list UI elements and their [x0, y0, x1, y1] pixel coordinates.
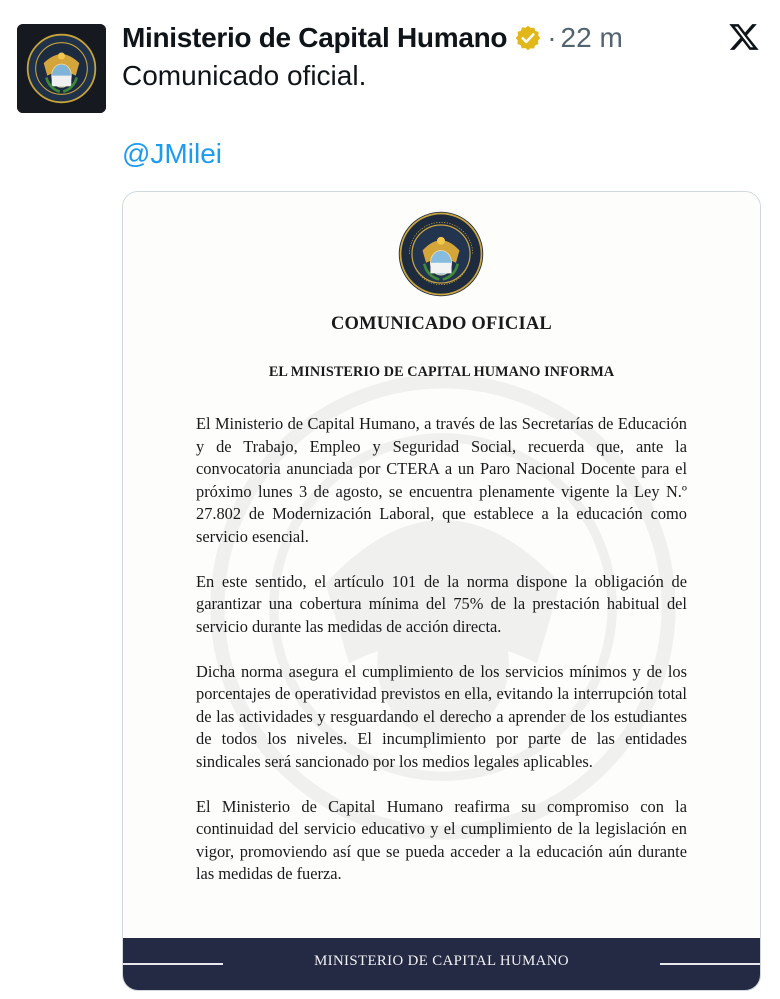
avatar[interactable]	[17, 24, 106, 113]
tweet-header	[122, 18, 623, 58]
tweet-text: Comunicado oficial.	[122, 60, 367, 91]
document-title: COMUNICADO OFICIAL	[331, 314, 552, 334]
footer-text: MINISTERIO DE CAPITAL HUMANO	[314, 953, 569, 969]
communique-document	[123, 192, 760, 990]
paragraph: En este sentido, el artículo 101 de la norma dispone la obligación de garantizar una cobertura mínima del 75% de la prestación habitual del servicio durante las medidas de acción directa.	[196, 571, 687, 636]
x-logo-icon[interactable]	[728, 21, 760, 53]
ministry-seal-icon	[17, 24, 106, 113]
mention-link[interactable]: @JMilei	[122, 138, 222, 169]
document-subtitle: EL MINISTERIO DE CAPITAL HUMANO INFORMA	[268, 364, 615, 380]
paragraph: El Ministerio de Capital Humano reafirma su compromiso con la continuidad del servicio educativo y el cumplimiento de la legislación en vigor, promoviendo así que se pueda acceder a la educación aún durante las medidas de fuerza.	[196, 796, 687, 883]
display-name[interactable]: Ministerio de Capital Humano	[122, 22, 508, 53]
verified-badge-icon[interactable]	[514, 24, 542, 52]
document-footer	[123, 938, 760, 990]
paragraph: Dicha norma asegura el cumplimiento de los servicios mínimos y de los porcentajes de operatividad previstos en ella, evitando la interrupción total de las actividades y resguardando el derecho a aprender de los estudiantes de todos los niveles. El incumplimiento por parte de las entidades sindicales será sancionado por los medios legales aplicables.	[196, 661, 687, 771]
document-body	[196, 413, 687, 908]
paragraph: El Ministerio de Capital Humano, a través de las Secretarías de Educación y de Trabajo, Empleo y Seguridad Social, recuerda que, ante la convocatoria anunciada por CTERA a un Paro Nacional Docente para el próximo lunes 3 de agosto, se encuentra plenamente vigente la Ley N.º 27.802 de Modernización Laboral, que establece a la educación como servicio esencial.	[196, 414, 687, 546]
separator: ·	[547, 22, 557, 53]
media-card[interactable]	[122, 191, 761, 991]
timestamp[interactable]: 22 m	[560, 22, 623, 53]
ministry-seal-icon	[397, 210, 485, 298]
